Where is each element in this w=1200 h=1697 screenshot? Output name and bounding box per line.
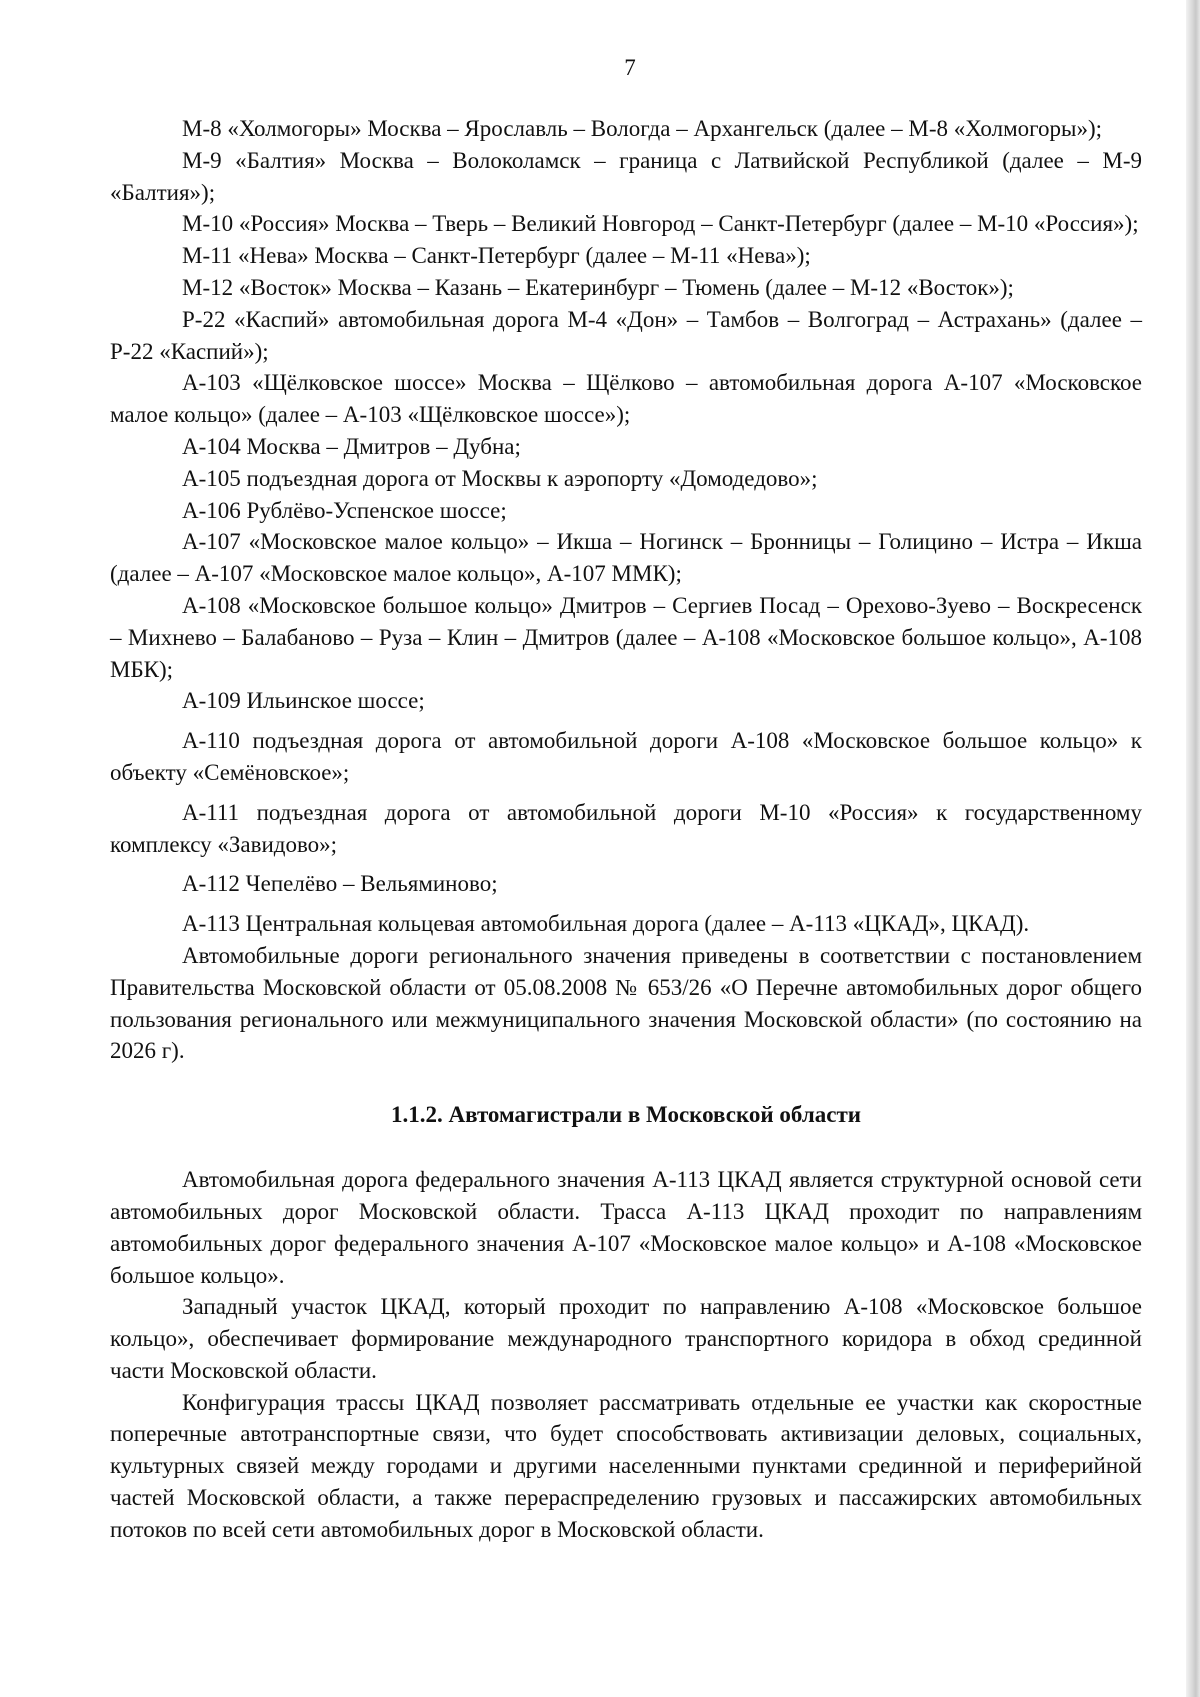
section-paragraph: Западный участок ЦКАД, который проходит по направлению А-108 «Московское большое кольцо», обеспечивает формирование международного транспортного коридора в обход срединной части Московской области. bbox=[110, 1294, 1142, 1383]
scanned-page-edge bbox=[1186, 0, 1200, 1697]
section-paragraph: Автомобильная дорога федерального значения А-113 ЦКАД является структурной основой сети автомобильных дорог Московской области. Трасса А-113 ЦКАД проходит по направлениям автомобильных дорог федерального значения А-107 «Московское малое кольцо» и А-108 «Московское большое кольцо». bbox=[110, 1167, 1142, 1288]
road-item-m10: М-10 «Россия» Москва – Тверь – Великий Новгород – Санкт-Петербург (далее – М-10 «Россия»); bbox=[182, 211, 1139, 237]
road-item-a113: А-113 Центральная кольцевая автомобильная дорога (далее – А-113 «ЦКАД», ЦКАД). bbox=[182, 911, 1030, 937]
document-body bbox=[110, 113, 1142, 1546]
road-item-a112: А-112 Чепелёво – Вельяминово; bbox=[182, 871, 498, 897]
road-item-a105: А-105 подъездная дорога от Москвы к аэропорту «Домодедово»; bbox=[182, 465, 818, 491]
road-item-m8: М-8 «Холмогоры» Москва – Ярославль – Вологда – Архангельск (далее – М-8 «Холмогоры»); bbox=[182, 116, 1102, 141]
road-item-m9: М-9 «Балтия» Москва – Волоколамск – граница с Латвийской Республикой (далее – М-9 «Балтия»); bbox=[110, 147, 1142, 205]
page-number: 7 bbox=[624, 55, 636, 80]
road-item-a111: А-111 подъездная дорога от автомобильной дороги М-10 «Россия» к государственному комплексу «Завидово»; bbox=[110, 799, 1142, 857]
road-item-a107: А-107 «Московское малое кольцо» – Икша – Ногинск – Бронницы – Голицино – Истра – Икша (далее – А-107 «Московское малое кольцо», А-107 ММК); bbox=[110, 529, 1142, 587]
road-item-m12: М-12 «Восток» Москва – Казань – Екатеринбург – Тюмень (далее – М-12 «Восток»); bbox=[182, 274, 1014, 300]
road-item-a106: А-106 Рублёво-Успенское шоссе; bbox=[182, 497, 507, 523]
road-item-m11: М-11 «Нева» Москва – Санкт-Петербург (далее – М-11 «Нева»); bbox=[182, 243, 811, 269]
section-paragraph: Конфигурация трассы ЦКАД позволяет рассматривать отдельные ее участки как скоростные поперечные автотранспортные связи, что будет способствовать активизации деловых, социальных, культурных связей между городами и другими населенными пунктами срединной и периферийной частей Московской области, а также перераспределению грузовых и пассажирских автомобильных потоков по всей сети автомобильных дорог в Московской области. bbox=[110, 1389, 1142, 1542]
road-item-a103: А-103 «Щёлковское шоссе» Москва – Щёлково – автомобильная дорога А-107 «Московское малое кольцо» (далее – А-103 «Щёлковское шоссе»); bbox=[110, 370, 1142, 428]
regional-roads-note: Автомобильные дороги регионального значения приведены в соответствии с постановлением Правительства Московской области от 05.08.2008 № 653/26 «О Перечне автомобильных дорог общего пользования регионального или межмуниципального значения Московской области» (по состоянию на 2026 г). bbox=[110, 942, 1142, 1064]
road-item-a108: А-108 «Московское большое кольцо» Дмитров – Сергиев Посад – Орехово-Зуево – Воскресенск – Михнево – Балабаново – Руза – Клин – Дмитров (далее – А-108 «Московское большое кольцо», А-108 МБК); bbox=[110, 592, 1142, 682]
road-item-a110: А-110 подъездная дорога от автомобильной дороги А-108 «Московское большое кольцо» к объекту «Семёновское»; bbox=[110, 728, 1142, 785]
section-heading: 1.1.2. Автомагистрали в Московской области bbox=[390, 1102, 862, 1128]
road-item-r22: Р-22 «Каспий» автомобильная дорога М-4 «Дон» – Тамбов – Волгоград – Астрахань» (далее – Р-22 «Каспий»); bbox=[110, 306, 1142, 364]
road-item-a104: А-104 Москва – Дмитров – Дубна; bbox=[182, 433, 521, 459]
road-item-a109: А-109 Ильинское шоссе; bbox=[182, 688, 425, 714]
